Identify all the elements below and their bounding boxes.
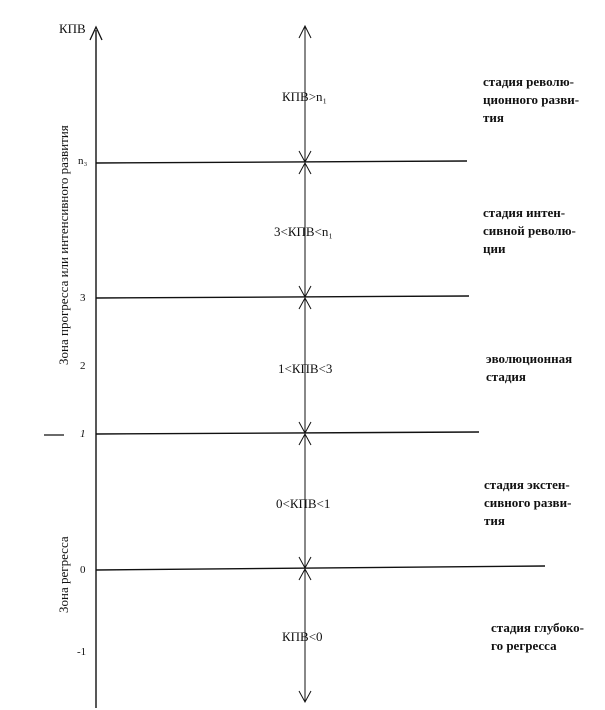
tick-label-2: 2 bbox=[80, 360, 86, 372]
stage-description-revolutionary: стадия револю- ционного разви- тия bbox=[483, 74, 580, 125]
stage-description-extensive: стадия экстен- сивного разви- тия bbox=[484, 477, 572, 528]
range-label-1: КПВ>n₁ bbox=[282, 89, 328, 104]
range-label-2: 3<КПВ<n₁ bbox=[274, 224, 333, 239]
boundary-line-3 bbox=[96, 296, 469, 298]
tick-label-3: 3 bbox=[80, 292, 86, 304]
stage-description-deep-regress: стадия глубоко- го регресса bbox=[491, 620, 585, 653]
tick-label-1: 1 bbox=[80, 428, 86, 440]
range-label-4: 0<КПВ<1 bbox=[276, 496, 331, 511]
zone-label-regress: Зона регресса bbox=[56, 536, 71, 613]
zone-label-progress: Зона прогресса или интенсивного развития bbox=[56, 125, 71, 365]
axis-title: КПВ bbox=[59, 21, 86, 36]
range-label-3: 1<КПВ<3 bbox=[278, 361, 333, 376]
stage-description-evolutionary: эволюционная стадия bbox=[486, 351, 573, 384]
tick-label-0: 0 bbox=[80, 564, 86, 576]
range-label-5: КПВ<0 bbox=[282, 629, 323, 644]
boundary-line-1 bbox=[96, 432, 479, 434]
boundary-line-0 bbox=[96, 566, 545, 570]
tick-label-minus1: -1 bbox=[77, 646, 87, 658]
boundary-line-n3 bbox=[96, 161, 467, 163]
tick-label-n3: n₃ bbox=[78, 155, 88, 167]
stage-description-intensive-revolution: стадия интен- сивной револю- ции bbox=[483, 205, 576, 256]
